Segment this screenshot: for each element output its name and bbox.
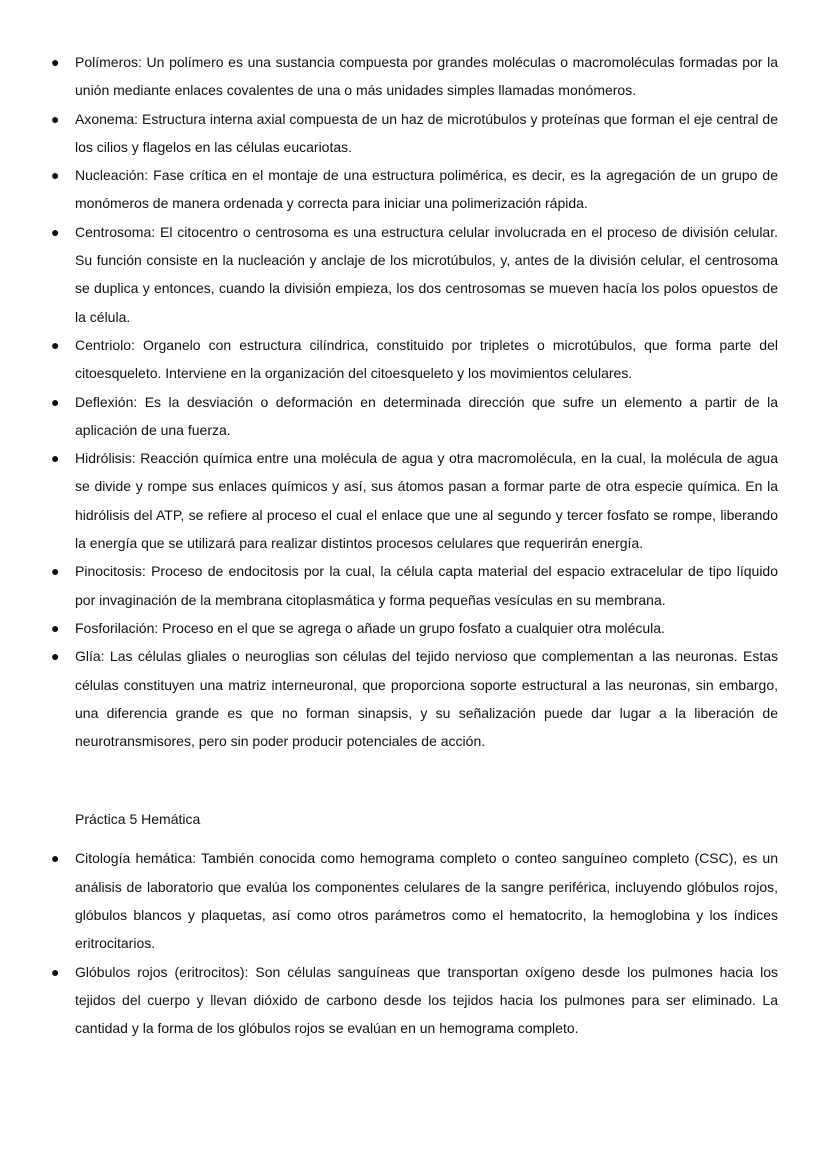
list-item-text: Axonema: Estructura interna axial compuesta de un haz de microtúbulos y proteínas que forman el eje central de los cilios y flagelos en las células eucariotas.: [75, 110, 778, 155]
bullet-icon: ●: [51, 619, 60, 636]
list-item: [51, 331, 778, 388]
list-item: [51, 444, 778, 557]
list-item: [51, 218, 778, 331]
bullet-icon: ●: [51, 963, 60, 980]
bullet-icon: ●: [51, 393, 60, 410]
list-item: [51, 958, 778, 1043]
hematic-glossary-list: [51, 844, 778, 1042]
list-item-text: Deflexión: Es la desviación o deformación en determinada dirección que sufre un elemento a partir de la aplicación de una fuerza.: [75, 393, 778, 438]
list-item-text: Fosforilación: Proceso en el que se agrega o añade un grupo fosfato a cualquier otra molécula.: [75, 619, 665, 636]
bullet-icon: ●: [51, 648, 60, 665]
bullet-icon: ●: [51, 223, 60, 240]
list-item: [51, 642, 778, 755]
bullet-icon: ●: [51, 110, 60, 127]
list-item: [51, 48, 778, 105]
bullet-icon: ●: [51, 850, 60, 867]
bullet-icon: ●: [51, 563, 60, 580]
list-item: [51, 388, 778, 445]
bullet-icon: ●: [51, 167, 60, 184]
list-item-text: Centriolo: Organelo con estructura cilíndrica, constituido por tripletes o microtúbulos, que forma parte del citoesqueleto. Interviene en la organización del citoesqueleto y los movimientos celulares.: [75, 336, 778, 382]
glossary-list: [51, 48, 778, 755]
list-item: [51, 614, 778, 642]
list-item-text: Citología hemática: También conocida como hemograma completo o conteo sanguíneo completo (CSC), es un análisis de laboratorio que evalúa los componentes celulares de la sangre periférica, incluyendo glóbulos rojos, glóbulos blancos y plaquetas, así como otros parámetros como el hematocrito, la hemoglobina y los índices eritrocitarios.: [75, 850, 778, 952]
list-item-text: Nucleación: Fase crítica en el montaje de una estructura polimérica, es decir, es la agregación de un grupo de monómeros de manera ordenada y correcta para iniciar una polimerización rápida.: [75, 167, 778, 212]
list-item-text: Centrosoma: El citocentro o centrosoma es una estructura celular involucrada en el proceso de división celular. Su función consiste en la nucleación y anclaje de los microtúbulos, y, antes de la división celular, el centrosoma se duplica y entonces, cuando la división empieza, los dos centrosomas se mueven hacía los polos opuestos de la célula.: [75, 223, 778, 325]
list-item-text: Glía: Las células gliales o neuroglias son células del tejido nervioso que complementan a las neuronas. Estas células constituyen una matriz interneuronal, que proporciona soporte estructural a las neuronas, sin embargo, una diferencia grande es que no forman sinapsis, y su señalización puede dar lugar a la liberación de neurotransmisores, pero sin poder producir potenciales de acción.: [75, 648, 778, 750]
list-item-text: Pinocitosis: Proceso de endocitosis por la cual, la célula capta material del espacio extracelular de tipo líquido por invaginación de la membrana citoplasmática y forma pequeñas vesículas en su membrana.: [75, 563, 778, 608]
list-item: [51, 844, 778, 957]
list-item: [51, 557, 778, 614]
bullet-icon: ●: [51, 450, 60, 467]
bullet-icon: ●: [51, 336, 60, 353]
list-item-text: Glóbulos rojos (eritrocitos): Son células sanguíneas que transportan oxígeno desde los pulmones hacia los tejidos del cuerpo y llevan dióxido de carbono desde los tejidos hacia los pulmones para ser eliminado. La cantidad y la forma de los glóbulos rojos se evalúan en un hemograma completo.: [75, 963, 778, 1037]
list-item-text: Hidrólisis: Reacción química entre una molécula de agua y otra macromolécula, en la cual, la molécula de agua se divide y rompe sus enlaces químicos y así, sus átomos pasan a formar parte de otra especie química. En la hidrólisis del ATP, se refiere al proceso el cual el enlace que une al segundo y tercer fosfato se rompe, liberando la energía que se utilizará para realizar distintos procesos celulares que requerirán energía.: [75, 450, 778, 552]
list-item-text: Polímeros: Un polímero es una sustancia compuesta por grandes moléculas o macromoléculas formadas por la unión mediante enlaces covalentes de una o más unidades simples llamadas monómeros.: [75, 54, 778, 99]
list-item: [51, 161, 778, 218]
document-page: [51, 48, 778, 1043]
list-item: [51, 105, 778, 162]
bullet-icon: ●: [51, 54, 60, 70]
section-title: Práctica 5 Hemática: [75, 811, 201, 828]
